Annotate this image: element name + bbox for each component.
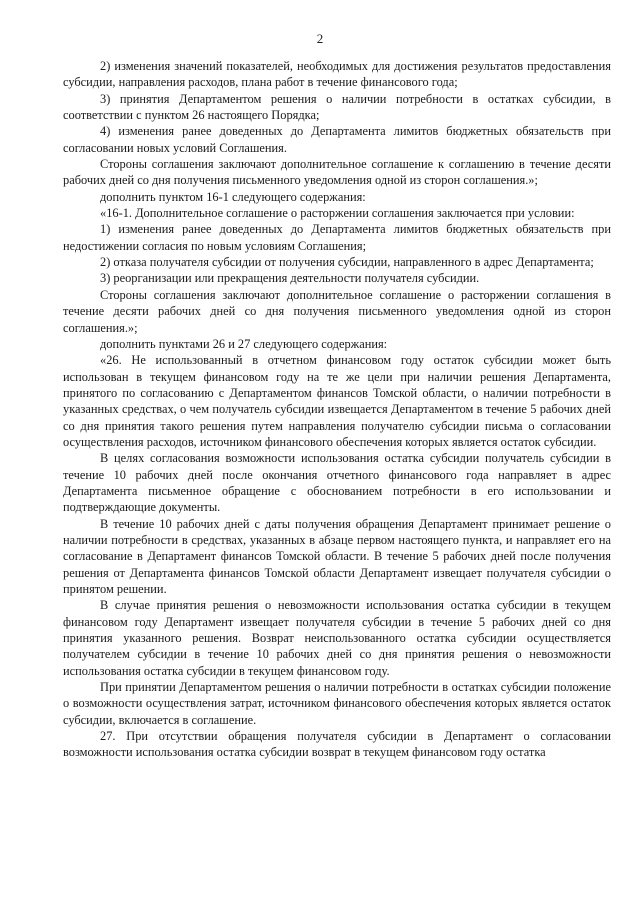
paragraph: 2) отказа получателя субсидии от получения субсидии, направленного в адрес Департамента; [100, 255, 594, 270]
paragraph: Стороны соглашения заключают дополнительное соглашение о расторжении соглашения в течение десяти рабочих дней со дня получения письменного уведомления одной из сторон соглашения.»; [63, 287, 611, 335]
paragraph: дополнить пунктом 16-1 следующего содержания: [100, 189, 366, 204]
paragraph: 3) реорганизации или прекращения деятельности получателя субсидии. [100, 271, 480, 286]
paragraph: 1) изменения ранее доведенных до Департамента лимитов бюджетных обязательств при недостижении согласия по новым условиям Соглашения; [63, 222, 611, 253]
paragraph: Стороны соглашения заключают дополнительное соглашение к соглашению в течение десяти рабочих дней со дня получения письменного уведомления одной из сторон соглашения.»; [63, 157, 611, 188]
paragraph: дополнить пунктами 26 и 27 следующего содержания: [100, 336, 388, 351]
paragraph: 4) изменения ранее доведенных до Департамента лимитов бюджетных обязательств при согласовании новых условий Соглашения. [63, 124, 611, 155]
paragraph: 27. При отсутствии обращения получателя субсидии в Департамент о согласовании возможности использования остатка субсидии возврат в текущем финансовом году остатка [63, 729, 611, 760]
paragraph: «16-1. Дополнительное соглашение о расторжении соглашения заключается при условии: [100, 206, 575, 221]
paragraph: «26. Не использованный в отчетном финансовом году остаток субсидии может быть использован в текущем финансовом году на те же цели при наличии решения Департамента, принятого по согласованию с Департаментом финансов Томской области, о наличии потребности в указанных средствах, о чем получатель субсидии извещается Департаментом в течение 5 рабочих дней со дня принятия такого решения путем направления получателю субсидии письма о согласовании осуществления расходов, источником финансового обеспечения которых является остаток субсидии. [63, 353, 611, 449]
paragraph: В целях согласования возможности использования остатка субсидии получатель субсидии в течение 10 рабочих дней после окончания отчетного финансового года направляет в адрес Департамента письменное обращение с обоснованием потребности в его использовании и подтверждающие документы. [63, 451, 611, 515]
paragraph: В течение 10 рабочих дней с даты получения обращения Департамент принимает решение о наличии потребности в средствах, указанных в абзаце первом настоящего пункта, и направляет его на согласование в Департамент финансов Томской области. В течение 5 рабочих дней после получения решения от Департамента финансов Томской области Департамент извещает получателя субсидии о принятом решении. [63, 516, 611, 596]
document-body [63, 58, 611, 761]
page-number: 2 [316, 31, 324, 46]
paragraph: 2) изменения значений показателей, необходимых для достижения результатов предоставления субсидии, направления расходов, плана работ в течение финансового года; [63, 59, 611, 90]
paragraph: При принятии Департаментом решения о наличии потребности в остатках субсидии положение о возможности осуществления затрат, источником финансового обеспечения которых является остаток субсидии, включается в соглашение. [63, 680, 611, 727]
paragraph: 3) принятия Департаментом решения о наличии потребности в остатках субсидии, в соответствии с пунктом 26 настоящего Порядка; [63, 91, 611, 123]
paragraph: В случае принятия решения о невозможности использования остатка субсидии в текущем финансовом году Департамент извещает получателя субсидии в течение 5 рабочих дней со дня принятия указанного решения. Возврат неиспользованного остатка субсидии осуществляется получателем субсидии в течение 10 рабочих дней со дня принятия решения о невозможности использования остатка субсидии в текущем финансовом году. [63, 598, 611, 678]
